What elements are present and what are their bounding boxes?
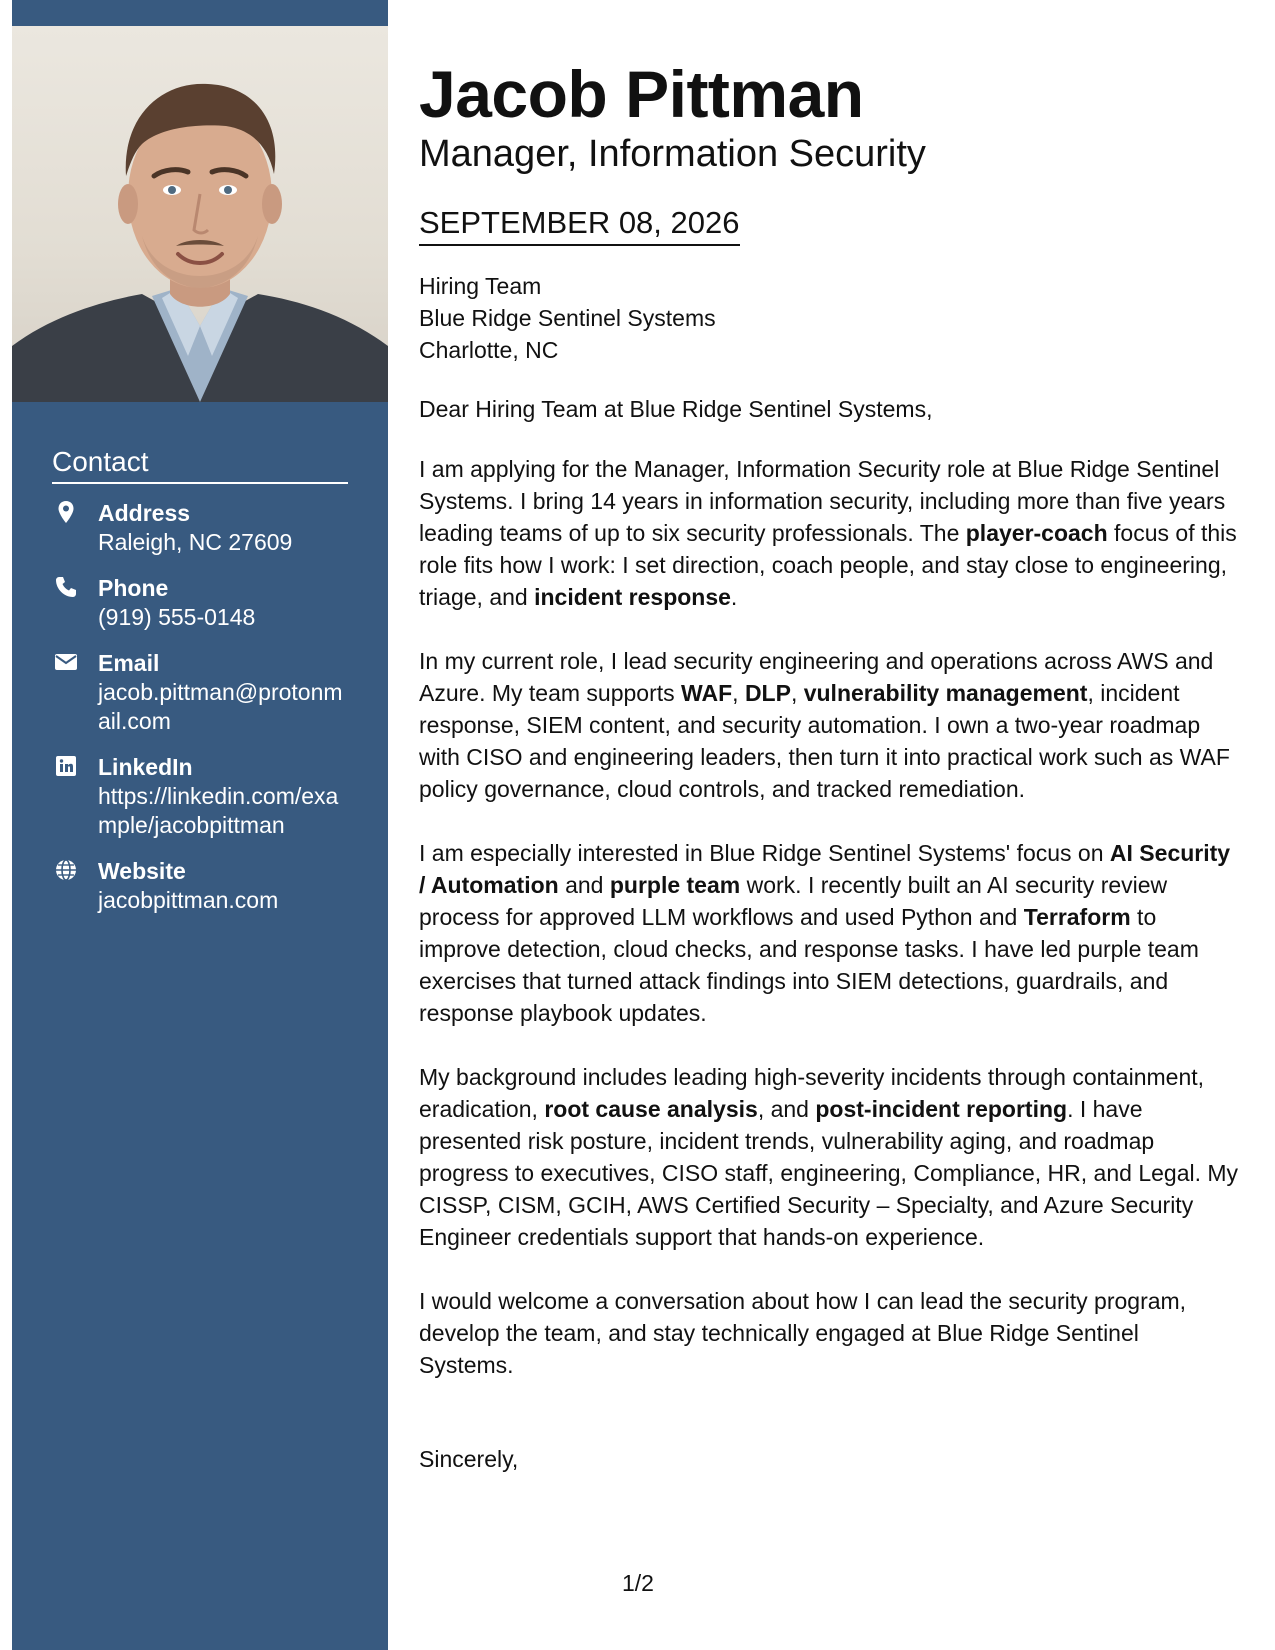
emphasis-text: root cause analysis xyxy=(544,1096,758,1122)
profile-photo xyxy=(12,26,388,402)
emphasis-text: AI Security / Automation xyxy=(419,840,1231,898)
contact-linkedin xyxy=(52,752,348,840)
paragraph-text: My background includes leading high-severity incidents through containment, eradication, xyxy=(419,1064,1205,1122)
salutation: Dear Hiring Team at Blue Ridge Sentinel Systems, xyxy=(419,396,933,422)
contact-label: Phone xyxy=(98,575,169,601)
contact-email xyxy=(52,648,348,736)
applicant-name: Jacob Pittman xyxy=(419,57,864,131)
body-paragraph xyxy=(419,1285,1239,1381)
paragraph-text: , and xyxy=(757,1096,816,1122)
emphasis-text: DLP xyxy=(744,680,791,706)
contact-label: LinkedIn xyxy=(98,754,193,780)
paragraph-text: . I have presented risk posture, incident trends, vulnerability aging, and roadmap progress to executives, CISO staff, engineering, Compliance, HR, and Legal. My CISSP, CISM, GCIH, AWS Certified Security – Specialty, and Azure Security Engineer credentials support that hands-on experience. xyxy=(419,1096,1239,1250)
paragraph-text: . xyxy=(730,584,738,610)
paragraph-text: I would welcome a conversation about how I can lead the security program, develop the team, and stay technically engaged at Blue Ridge Sentinel Systems. xyxy=(419,1288,1187,1378)
recipient-line: Charlotte, NC xyxy=(419,337,559,363)
paragraph-text: I am especially interested in Blue Ridge Sentinel Systems' focus on xyxy=(419,840,1110,866)
paragraph-text: , incident response, SIEM content, and security automation. I own a two-year roadmap with CISO and engineering leaders, then turn it into practical work such as WAF policy governance, cloud controls, and tracked remediation. xyxy=(419,680,1230,802)
contact-value[interactable]: jacobpittman.com xyxy=(98,887,279,913)
contact-value: (919) 555-0148 xyxy=(98,604,256,630)
emphasis-text: player-coach xyxy=(965,520,1108,546)
contact-section xyxy=(52,446,348,931)
contact-website xyxy=(52,856,348,915)
body-paragraph xyxy=(419,453,1239,613)
contact-address xyxy=(52,498,348,557)
emphasis-text: incident response xyxy=(534,584,731,610)
body-paragraph xyxy=(419,645,1239,805)
page-number: 1/2 xyxy=(622,1570,654,1596)
paragraph-text: to improve detection, cloud checks, and response tasks. I have led purple team exercises that turned attack findings into SIEM detections, guardrails, and response playbook updates. xyxy=(419,904,1199,1026)
portrait-illustration xyxy=(12,26,388,402)
emphasis-text: purple team xyxy=(609,872,741,898)
envelope-icon xyxy=(54,650,78,674)
contact-phone xyxy=(52,573,348,632)
paragraph-text: focus of this role fits how I work: I set direction, coach people, and stay close to engineering, triage, and xyxy=(419,520,1237,610)
contact-value[interactable]: https://linkedin.com/example/jacobpittman xyxy=(98,783,339,838)
contact-label: Website xyxy=(98,858,186,884)
recipient-address xyxy=(419,270,1239,366)
paragraph-text: , xyxy=(732,680,745,706)
emphasis-text: WAF xyxy=(681,680,733,706)
paragraph-text: work. I recently built an AI security review process for approved LLM workflows and used Python and xyxy=(419,872,1168,930)
linkedin-icon xyxy=(54,754,78,778)
emphasis-text: vulnerability management xyxy=(803,680,1088,706)
sidebar xyxy=(12,0,388,1650)
contact-value: Raleigh, NC 27609 xyxy=(98,529,293,555)
body-paragraph xyxy=(419,837,1239,1029)
applicant-title: Manager, Information Security xyxy=(419,133,926,175)
contact-value: jacob.pittman@protonmail.com xyxy=(98,679,343,734)
letter-date: SEPTEMBER 08, 2026 xyxy=(419,204,740,246)
letter-paragraphs xyxy=(419,453,1239,1381)
paragraph-text: I am applying for the Manager, Information Security role at Blue Ridge Sentinel Systems. I bring 14 years in information security, including more than five years leading teams of up to six security professionals. The xyxy=(419,456,1226,546)
recipient-line: Hiring Team xyxy=(419,273,542,299)
contact-heading: Contact xyxy=(52,446,348,484)
globe-icon xyxy=(54,858,78,882)
paragraph-text: and xyxy=(558,872,610,898)
location-pin-icon xyxy=(54,500,78,524)
recipient-line: Blue Ridge Sentinel Systems xyxy=(419,305,716,331)
paragraph-text: , xyxy=(790,680,804,706)
body-paragraph xyxy=(419,1061,1239,1253)
letter-body xyxy=(419,56,1239,1475)
phone-icon xyxy=(54,575,78,599)
emphasis-text: post-incident reporting xyxy=(815,1096,1068,1122)
closing: Sincerely, xyxy=(419,1446,519,1472)
contact-label: Email xyxy=(98,650,160,676)
contact-label: Address xyxy=(98,500,191,526)
paragraph-text: In my current role, I lead security engineering and operations across AWS and Azure. My team supports xyxy=(419,648,1214,706)
emphasis-text: Terraform xyxy=(1023,904,1131,930)
